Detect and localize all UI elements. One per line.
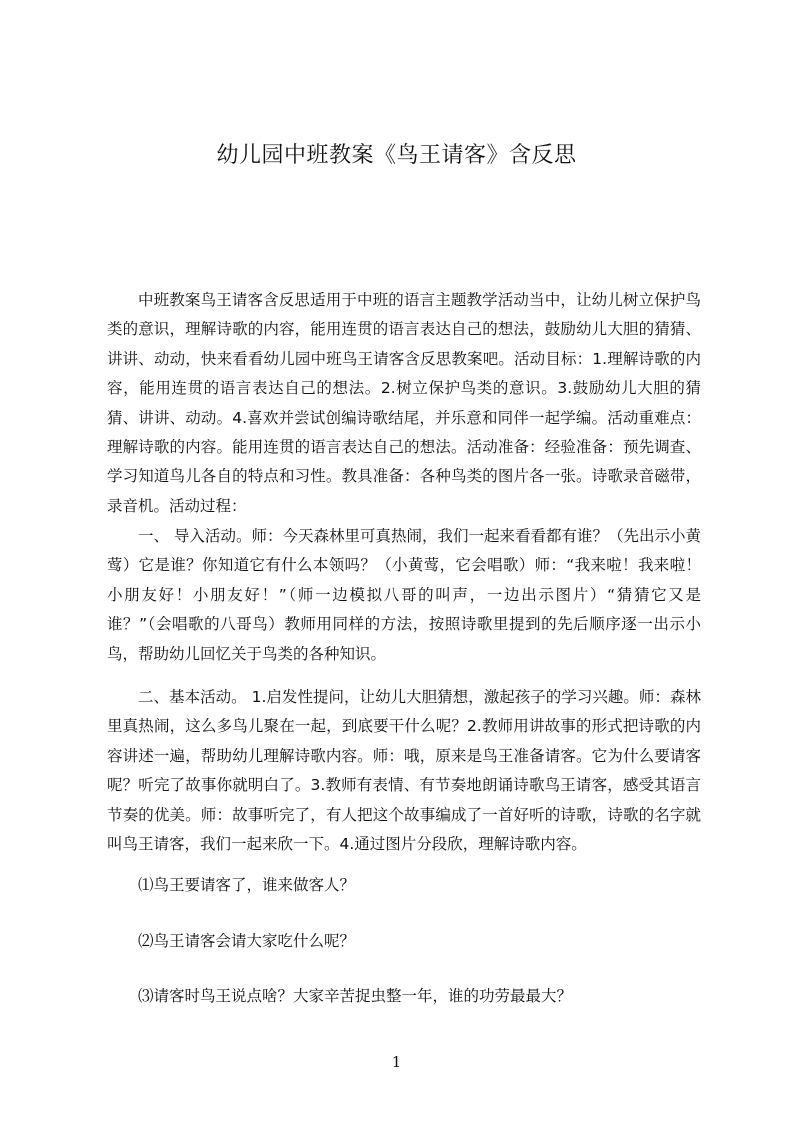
- question-item: ⑶请客时鸟王说点啥？大家辛苦捉虫整一年，谁的功劳最最大？: [138, 987, 573, 1005]
- paragraph-step-one: 一、 导入活动。师：今天森林里可真热闹，我们一起来看看都有谁？（先出示小黄莺）它是谁？你知道它有什么本领吗？（小黄莺，它会唱歌）师：“我来啦！我来啦！小朋友好！小朋友好！”（师一边模拟八哥的叫声，一边出示图片）“猜猜它又是谁？”（会唱歌的八哥鸟）教师用同样的方法，按照诗歌里提到的先后顺序逐一出示小鸟，帮助幼儿回忆关于鸟类的各种知识。: [107, 527, 701, 663]
- paragraph-step-two: 二、基本活动。 1.启发性提问，让幼儿大胆猜想，激起孩子的学习兴趣。师：森林里真热闹，这么多鸟儿聚在一起，到底要干什么呢？2.教师用讲故事的形式把诗歌的内容讲述一遍，帮助幼儿理解诗歌内容。师：哦，原来是鸟王准备请客。它为什么要请客呢？听完了故事你就明白了。3.教师有表情、有节奏地朗诵诗歌鸟王请客，感受其语言节奏的优美。师：故事听完了，有人把这个故事编成了一首好听的诗歌，诗歌的名字就叫鸟王请客，我们一起来欣一下。4.通过图片分段欣，理解诗歌内容。: [107, 688, 701, 854]
- question-item: ⑵鸟王请客会请大家吃什么呢？: [138, 932, 356, 950]
- question-item: ⑴鸟王要请客了，谁来做客人？: [138, 876, 356, 894]
- page-number: 1: [391, 1053, 402, 1071]
- paragraph-intro: 中班教案鸟王请客含反思适用于中班的语言主题教学活动当中，让幼儿树立保护鸟类的意识，理解诗歌的内容，能用连贯的语言表达自己的想法，鼓励幼儿大胆的猜猜、讲讲、动动，快来看看幼儿园中班鸟王请客含反思教案吧。活动目标：1.理解诗歌的内容，能用连贯的语言表达自己的想法。2.树立保护鸟类的意识。3.鼓励幼儿大胆的猜猜、讲讲、动动。4.喜欢并尝试创编诗歌结尾，并乐意和同伴一起学编。活动重难点：理解诗歌的内容。能用连贯的语言表达自己的想法。活动准备：经验准备：预先调查、学习知道鸟儿各自的特点和习性。教具准备：各种鸟类的图片各一张。诗歌录音磁带，录音机。活动过程：: [107, 291, 701, 515]
- document-title: 幼儿园中班教案《鸟王请客》含反思: [216, 143, 577, 168]
